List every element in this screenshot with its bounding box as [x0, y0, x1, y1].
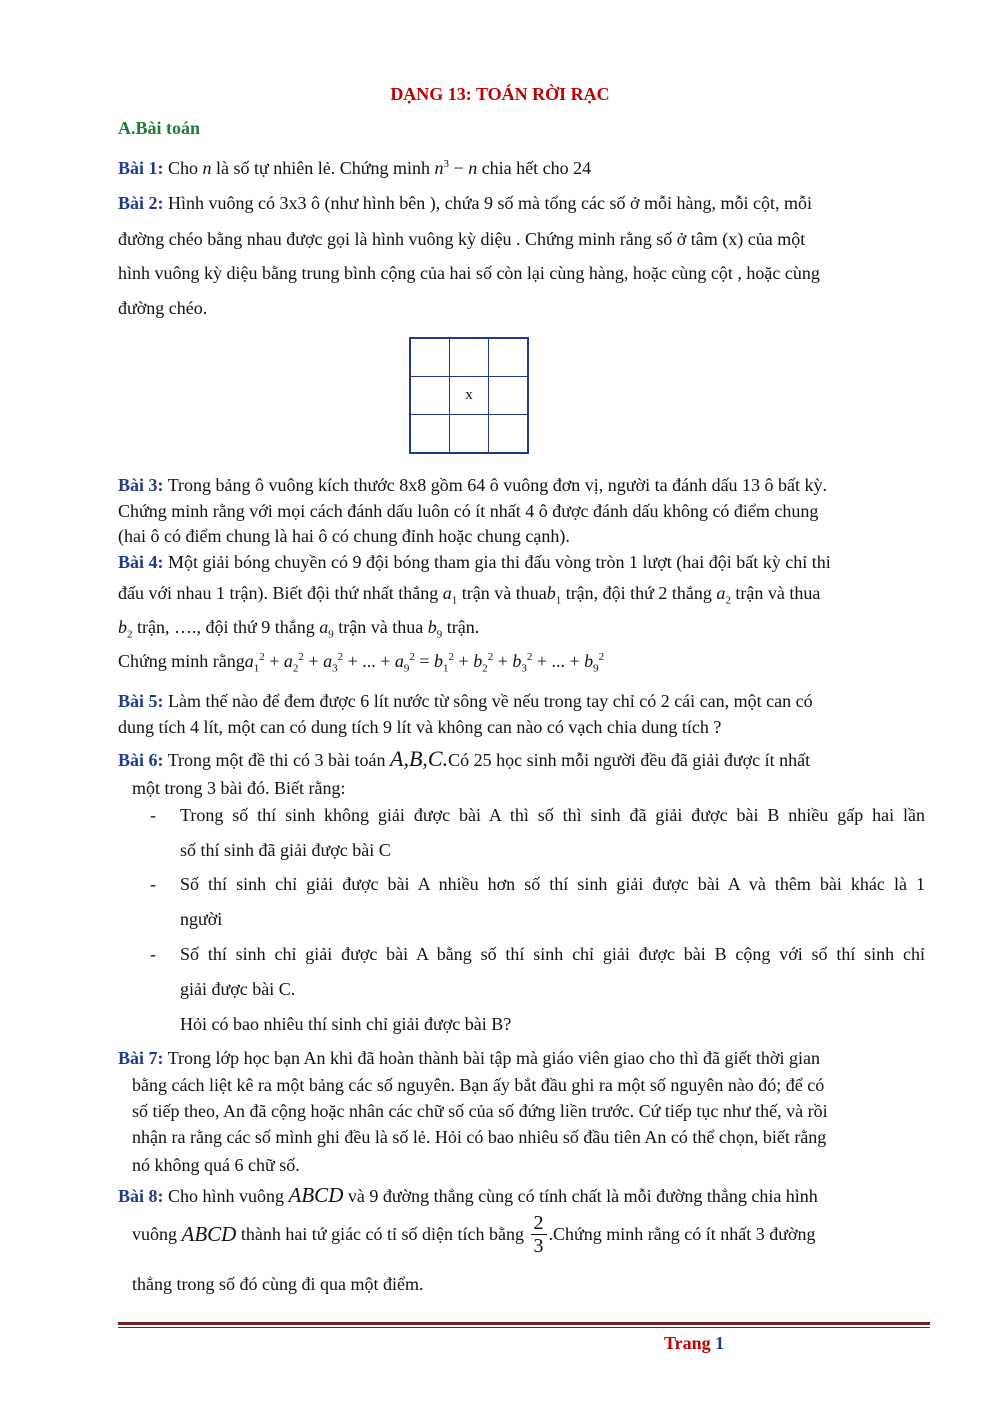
problem-6-label: Bài 6: [118, 750, 164, 770]
grid-cell [450, 415, 489, 454]
bullet-dash: - [150, 805, 156, 825]
page-number: Trang 1 [664, 1333, 725, 1353]
grid-cell [410, 377, 450, 415]
problem-3-line-3: (hai ô có điểm chung là hai ô có chung đỉnh hoặc chung cạnh). [118, 526, 570, 546]
problem-7-line-4: nhận ra rằng các số mình ghi đều là số lẻ. Hỏi có bao nhiêu số đầu tiên An có thể chọn, biết rằng [132, 1127, 827, 1147]
section-heading: A.Bài toán [118, 118, 201, 138]
problem-4-line-1: Bài 4: Một giải bóng chuyền có 9 đội bóng tham gia thi đấu vòng tròn 1 lượt (hai đội bất kỳ chỉ thi [118, 552, 831, 572]
problem-1-label: Bài 1: [118, 158, 164, 178]
grid-cell [450, 338, 489, 377]
problem-6-item-3a: Số thí sinh chỉ giải được bài A bằng số thí sinh chỉ giải được bài B cộng với số thí sinh chỉ [180, 944, 925, 964]
footer-rule-thin [118, 1327, 930, 1328]
footer-rule [118, 1322, 930, 1325]
problem-1: Bài 1: Cho n là số tự nhiên lẻ. Chứng minh $n^3 - n$ chia hết cho 24 [118, 158, 592, 178]
grid-cell [489, 338, 529, 377]
grid-cell [489, 415, 529, 454]
problem-6-line-1: Bài 6: Trong một đề thi có 3 bài toán A,B,C.Có 25 học sinh mỗi người đều đã giải được ít nhất [118, 746, 811, 771]
bullet-dash: - [150, 944, 156, 964]
grid-cell [489, 377, 529, 415]
problem-5-label: Bài 5: [118, 691, 164, 711]
problem-5-line-1: Bài 5: Làm thế nào để đem được 6 lít nước từ sông về nếu trong tay chỉ có 2 cái can, một can có [118, 691, 813, 711]
problem-8-label: Bài 8: [118, 1186, 164, 1206]
problem-4-line-2: đấu với nhau 1 trận). Biết đội thứ nhất thắng $a_1$ trận và thuab$_1$ trận, đội thứ 2 thắng $a_2$ trận và thua [118, 583, 821, 607]
problem-2-line-1: Bài 2: Hình vuông có 3x3 ô (như hình bên ), chứa 9 số mà tổng các số ở mỗi hàng, mỗi cột, mỗi [118, 193, 812, 213]
problem-4-line-3: $b_2$ trận, …., đội thứ 9 thắng $a_9$ trận và thua $b_9$ trận. [118, 617, 480, 641]
grid-center-cell: x [450, 377, 489, 415]
bullet-dash: - [150, 874, 156, 894]
problem-7-line-5: nó không quá 6 chữ số. [132, 1155, 300, 1175]
page-title: DẠNG 13: TOÁN RỜI RẠC [390, 84, 610, 104]
problem-6-item-1a: Trong số thí sinh không giải được bài A thì số thì sinh đã giải được bài B nhiều gấp hai lần [180, 805, 925, 825]
problem-4-equation: Chứng minh rằnga$_1^2$ + $a_2^2 + a_3^2$ + ... + $a_9^2 = b_1^2 + b_2^2 + b_3^2$ + ... + $b_9^2$ [118, 651, 605, 675]
problem-2-line-2: đường chéo bằng nhau được gọi là hình vuông kỳ diệu . Chứng minh rằng số ở tâm (x) của một [118, 229, 806, 249]
problem-3-line-2: Chứng minh rằng với mọi cách đánh dấu luôn có ít nhất 4 ô được đánh dấu không có điểm chung [118, 501, 819, 521]
problem-4-label: Bài 4: [118, 552, 164, 572]
problem-8-line-3: thẳng trong số đó cùng đi qua một điểm. [132, 1274, 424, 1294]
problem-2-line-3: hình vuông kỳ diệu bằng trung bình cộng của hai số còn lại cùng hàng, hoặc cùng cột , hoặc cùng [118, 263, 820, 283]
problem-6-item-1b: số thí sinh đã giải được bài C [180, 840, 391, 860]
problem-7-label: Bài 7: [118, 1048, 164, 1068]
problem-7-line-1: Bài 7: Trong lớp học bạn An khi đã hoàn thành bài tập mà giáo viên giao cho thì đã giết thời gian [118, 1048, 820, 1068]
problem-3-label: Bài 3: [118, 475, 164, 495]
problem-2-line-4: đường chéo. [118, 298, 208, 318]
problem-2-label: Bài 2: [118, 193, 164, 213]
problem-6-question: Hỏi có bao nhiêu thí sinh chỉ giải được bài B? [180, 1014, 512, 1034]
problem-7-line-2: bằng cách liệt kê ra một bảng các số nguyên. Bạn ấy bắt đầu ghi ra một số nguyên nào đó; để có [132, 1075, 825, 1095]
problem-8-line-1: Bài 8: Cho hình vuông ABCD và 9 đường thẳng cùng có tính chất là mỗi đường thẳng chia hình [118, 1183, 818, 1207]
problem-5-line-2: dung tích 4 lít, một can có dung tích 9 lít và không can nào có vạch chia dung tích ? [118, 717, 722, 737]
problem-6-line-2: một trong 3 bài đó. Biết rằng: [132, 778, 346, 798]
grid-cell [410, 415, 450, 454]
fraction-two-thirds: $\frac{2}{3}$ [531, 1212, 547, 1257]
problem-3-line-1: Bài 3: Trong bảng ô vuông kích thước 8x8 gồm 64 ô vuông đơn vị, người ta đánh dấu 13 ô bất kỳ. [118, 475, 828, 495]
problem-7-line-3: số tiếp theo, An đã cộng hoặc nhân các chữ số của số đứng liền trước. Cứ tiếp tục như thế, và rồi [132, 1101, 828, 1121]
magic-square-grid [409, 337, 529, 454]
grid-cell [410, 338, 450, 377]
problem-6-item-2a: Số thí sinh chỉ giải được bài A nhiều hơn số thí sinh giải được bài A và thêm bài khác là 1 [180, 874, 925, 894]
problem-6-item-3b: giải được bài C. [180, 979, 296, 999]
problem-8-line-2: vuông ABCD thành hai tứ giác có tỉ số diện tích bằng $\frac{2}{3}$ .Chứng minh rằng có ít nhất 3 đường [132, 1212, 816, 1257]
problem-6-item-2b: người [180, 909, 223, 929]
